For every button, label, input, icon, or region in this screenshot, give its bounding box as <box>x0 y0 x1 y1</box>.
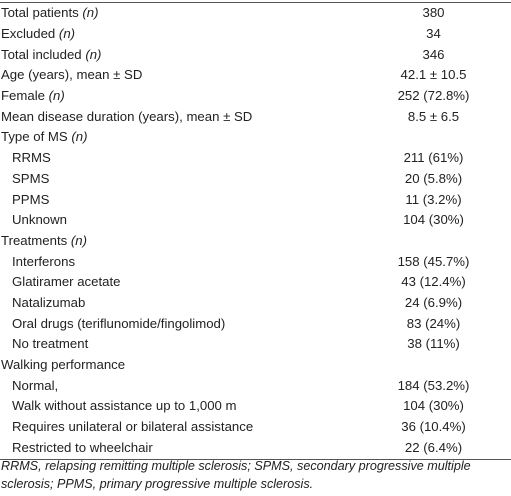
table-row <box>0 44 511 65</box>
table-row <box>0 189 511 210</box>
row-value <box>356 127 511 148</box>
table-row <box>0 24 511 45</box>
row-label <box>0 231 356 252</box>
row-label <box>0 148 356 169</box>
row-label-text: Age (years), mean ± SD <box>1 67 143 83</box>
row-label-text: Restricted to wheelchair <box>12 439 153 455</box>
table-footnote <box>1 457 506 493</box>
table-row <box>0 334 511 355</box>
row-value: 380 <box>422 5 445 21</box>
row-value: 83 (24%) <box>406 315 461 331</box>
row-label-text: Walk without assistance up to 1,000 m <box>12 398 237 414</box>
table-row <box>0 417 511 438</box>
row-value: 38 (11%) <box>407 336 460 352</box>
row-label-text: Excluded <box>1 26 59 42</box>
row-label-text: Total included <box>1 46 86 62</box>
table-row <box>0 313 511 334</box>
row-unit: (n) <box>70 232 87 248</box>
row-label <box>0 3 356 24</box>
table-row <box>0 65 511 86</box>
row-label <box>0 396 356 417</box>
row-label <box>0 86 356 107</box>
row-label-text: Female <box>1 88 49 104</box>
row-value: 8.5 ± 6.5 <box>407 108 460 124</box>
table-row <box>0 169 511 190</box>
row-label <box>0 251 356 272</box>
row-value: 104 (30%) <box>403 212 464 228</box>
table-row <box>0 231 511 252</box>
table-row <box>0 3 511 24</box>
table-row <box>0 148 511 169</box>
row-label-text: Type of MS <box>1 129 72 145</box>
row-label <box>0 437 356 458</box>
row-label-text: Normal, <box>12 377 59 393</box>
row-label <box>0 210 356 231</box>
footnote-line-1: RRMS, relapsing remitting multiple sclerosis; SPMS, secondary progressive multiple <box>1 459 471 473</box>
row-label-text: Requires unilateral or bilateral assistance <box>12 419 254 435</box>
table-row <box>0 272 511 293</box>
row-label <box>0 24 356 45</box>
row-label <box>0 375 356 396</box>
footnote-line-2: sclerosis; PPMS, primary progressive multiple sclerosis. <box>1 477 314 491</box>
row-label <box>0 293 356 314</box>
table-row <box>0 375 511 396</box>
row-value <box>356 231 511 252</box>
row-value: 36 (10.4%) <box>401 419 466 435</box>
row-label <box>0 355 356 376</box>
row-value: 158 (45.7%) <box>397 253 470 269</box>
row-label <box>0 313 356 334</box>
table-row <box>0 127 511 148</box>
row-label-text: RRMS <box>12 150 51 166</box>
table-row <box>0 396 511 417</box>
row-unit: (n) <box>85 46 102 62</box>
row-label-text: Interferons <box>12 253 76 269</box>
table-row <box>0 251 511 272</box>
row-unit: (n) <box>58 26 76 42</box>
row-value: 104 (30%) <box>403 398 464 414</box>
row-label <box>0 417 356 438</box>
table-row <box>0 210 511 231</box>
row-label <box>0 272 356 293</box>
row-label-text: Treatments <box>1 232 71 248</box>
row-label-text: No treatment <box>12 336 89 352</box>
row-label-text: PPMS <box>12 191 50 207</box>
row-label <box>0 127 356 148</box>
row-value: 252 (72.8%) <box>397 88 470 104</box>
patient-characteristics-table <box>0 3 511 458</box>
row-value: 184 (53.2%) <box>397 377 470 393</box>
row-label <box>0 189 356 210</box>
row-value: 346 <box>422 46 445 62</box>
row-value: 11 (3.2%) <box>405 191 462 207</box>
row-label-text: Glatiramer acetate <box>12 274 121 290</box>
table-row <box>0 355 511 376</box>
table-body <box>0 3 511 458</box>
row-value: 42.1 ± 10.5 <box>400 67 467 83</box>
row-value: 34 <box>426 26 441 42</box>
row-label-text: Unknown <box>12 212 67 228</box>
row-value <box>356 355 511 376</box>
row-label-text: Total patients <box>1 5 83 21</box>
row-unit: (n) <box>48 88 65 104</box>
row-value: 22 (6.4%) <box>404 439 463 455</box>
row-label-text: Oral drugs (teriflunomide/fingolimod) <box>12 315 226 331</box>
row-label <box>0 44 356 65</box>
row-value: 24 (6.9%) <box>404 294 463 310</box>
row-label-text: SPMS <box>12 170 50 186</box>
row-label <box>0 65 356 86</box>
row-label <box>0 106 356 127</box>
row-label <box>0 169 356 190</box>
row-label <box>0 334 356 355</box>
table-row <box>0 106 511 127</box>
table-row <box>0 86 511 107</box>
row-label-text: Walking performance <box>1 357 126 373</box>
row-unit: (n) <box>71 129 88 145</box>
row-value: 211 (61%) <box>403 150 464 166</box>
row-unit: (n) <box>82 5 99 21</box>
row-label-text: Mean disease duration (years), mean ± SD <box>1 108 253 124</box>
row-value: 43 (12.4%) <box>401 274 466 290</box>
table-row <box>0 293 511 314</box>
table-row <box>0 437 511 458</box>
row-label-text: Natalizumab <box>12 294 86 310</box>
row-value: 20 (5.8%) <box>404 170 463 186</box>
